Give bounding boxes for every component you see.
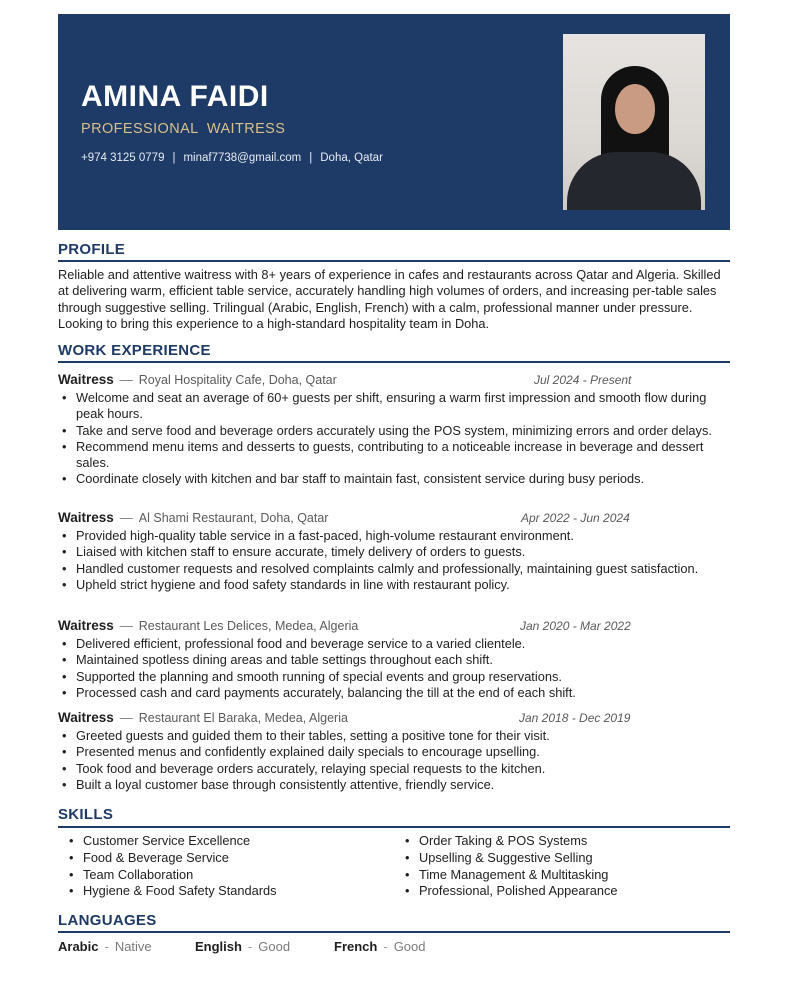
job-role: Waitress [58, 372, 114, 387]
skill-item: • Customer Service Excellence [67, 833, 277, 850]
job-role: Waitress [58, 510, 114, 525]
job-company: Al Shami Restaurant, Doha, Qatar [138, 511, 329, 525]
job-bullet: • Provided high-quality table service in a fast-paced, high-volume restaurant environment. [58, 528, 730, 544]
language-level: Native [114, 939, 152, 954]
location: Doha, Qatar [320, 152, 383, 164]
phone-number: +974 3125 0779 [81, 152, 165, 164]
job-dates: Jul 2024 - Present [534, 373, 632, 387]
job-bullet: • Greeted guests and guided them to their tables, setting a positive tone for their visit. [58, 728, 730, 744]
language-separator: - [247, 939, 253, 954]
job-bullet: • Supported the planning and smooth running of special events and group reservations. [58, 669, 730, 685]
language-separator: - [383, 939, 388, 954]
photo-face-shape [615, 84, 655, 134]
job-header [58, 372, 730, 390]
job-company: Restaurant Les Delices, Medea, Algeria [138, 619, 359, 633]
language-name: Arabic [58, 939, 99, 954]
job-dates: Apr 2022 - Jun 2024 [521, 511, 630, 525]
contact-separator: | [172, 152, 176, 164]
job-bullet: • Welcome and seat an average of 60+ guests per shift, ensuring a warm first impression and smooth flow during peak hours. [58, 390, 730, 423]
job-header [58, 618, 730, 636]
language-level: Good [393, 939, 426, 954]
candidate-title: PROFESSIONAL WAITRESS [81, 121, 286, 137]
job-bullet: • Handled customer requests and resolved complaints calmly and professionally, maintaining guest satisfaction. [58, 561, 730, 577]
candidate-name: AMINA FAIDI [81, 80, 269, 113]
job-dates: Jan 2018 - Dec 2019 [519, 711, 631, 725]
job-bullet: • Took food and beverage orders accurately, relaying special requests to the kitchen. [58, 761, 730, 777]
language-level: Good [258, 939, 291, 954]
job-bullet: • Processed cash and card payments accurately, balancing the till at the end of each shift. [58, 685, 730, 701]
job-bullet: • Liaised with kitchen staff to ensure accurate, timely delivery of orders to guests. [58, 544, 730, 560]
job-bullet: • Recommend menu items and desserts to guests, contributing to a noticeable increase in beverage and dessert sales. [58, 439, 730, 472]
job-bullets [58, 636, 730, 701]
languages-rule [58, 931, 730, 933]
skill-item: • Time Management & Multitasking [403, 867, 617, 884]
job-role: Waitress [58, 710, 114, 725]
job-bullet: • Take and serve food and beverage orders accurately using the POS system, minimizing errors and order delays. [58, 423, 730, 439]
job-company: Royal Hospitality Cafe, Doha, Qatar [138, 373, 337, 387]
job-bullet: • Presented menus and confidently explained daily specials to encourage upselling. [58, 744, 730, 760]
profile-rule [58, 260, 730, 262]
language-separator: - [104, 939, 109, 954]
job-company: Restaurant El Baraka, Medea, Algeria [138, 711, 348, 725]
job-role: Waitress [58, 618, 114, 633]
job-bullet: • Maintained spotless dining areas and table settings throughout each shift. [58, 652, 730, 668]
job-dash: — [119, 710, 133, 725]
skill-item: • Upselling & Suggestive Selling [403, 850, 617, 867]
experience-rule [58, 361, 730, 363]
job-bullet: • Delivered efficient, professional food and beverage service to a varied clientele. [58, 636, 730, 652]
skill-item: • Professional, Polished Appearance [403, 883, 617, 900]
job-bullet: • Coordinate closely with kitchen and bar staff to maintain fast, consistent service during busy periods. [58, 471, 730, 487]
skills-column-right [403, 833, 617, 900]
skill-item: • Team Collaboration [67, 867, 277, 884]
contact-line [81, 152, 383, 164]
contact-separator: | [309, 152, 313, 164]
profile-heading: PROFILE [58, 241, 126, 258]
language-item [334, 939, 426, 954]
resume-header [58, 14, 730, 230]
experience-heading: WORK EXPERIENCE [58, 342, 211, 359]
skill-item: • Hygiene & Food Safety Standards [67, 883, 277, 900]
email-address: minaf7738@gmail.com [183, 152, 302, 164]
job-bullets [58, 528, 730, 593]
skills-rule [58, 826, 730, 828]
photo-body-shape [567, 152, 701, 210]
profile-photo [563, 34, 705, 210]
language-item [58, 939, 195, 954]
job-dash: — [119, 510, 133, 525]
languages-list [58, 939, 426, 954]
job-bullets [58, 728, 730, 793]
job-bullet: • Upheld strict hygiene and food safety standards in line with restaurant policy. [58, 577, 730, 593]
job-entry [58, 618, 730, 701]
skills-heading: SKILLS [58, 806, 114, 823]
language-item [195, 939, 334, 954]
profile-text: Reliable and attentive waitress with 8+ years of experience in cafes and restaurants across Qatar and Algeria. Skilled at delivering warm, efficient table service, accurately handling high volumes of orders, and increasing per-table sales through suggestive selling. Trilingual (Arabic, English, French) with a calm, professional manner under pressure. Looking to bring this experience to a high-standard hospitality team in Doha. [58, 267, 721, 332]
job-dates: Jan 2020 - Mar 2022 [520, 619, 631, 633]
skill-item: • Order Taking & POS Systems [403, 833, 617, 850]
skills-column-left [67, 833, 277, 900]
job-bullet: • Built a loyal customer base through consistently attentive, friendly service. [58, 777, 730, 793]
job-header [58, 710, 730, 728]
skill-item: • Food & Beverage Service [67, 850, 277, 867]
job-entry [58, 372, 730, 488]
job-dash: — [119, 372, 133, 387]
job-bullets [58, 390, 730, 488]
languages-heading: LANGUAGES [58, 912, 157, 929]
language-name: English [195, 939, 242, 954]
job-entry [58, 510, 730, 593]
language-name: French [334, 939, 378, 954]
job-header [58, 510, 730, 528]
job-dash: — [119, 618, 133, 633]
job-entry [58, 710, 730, 793]
